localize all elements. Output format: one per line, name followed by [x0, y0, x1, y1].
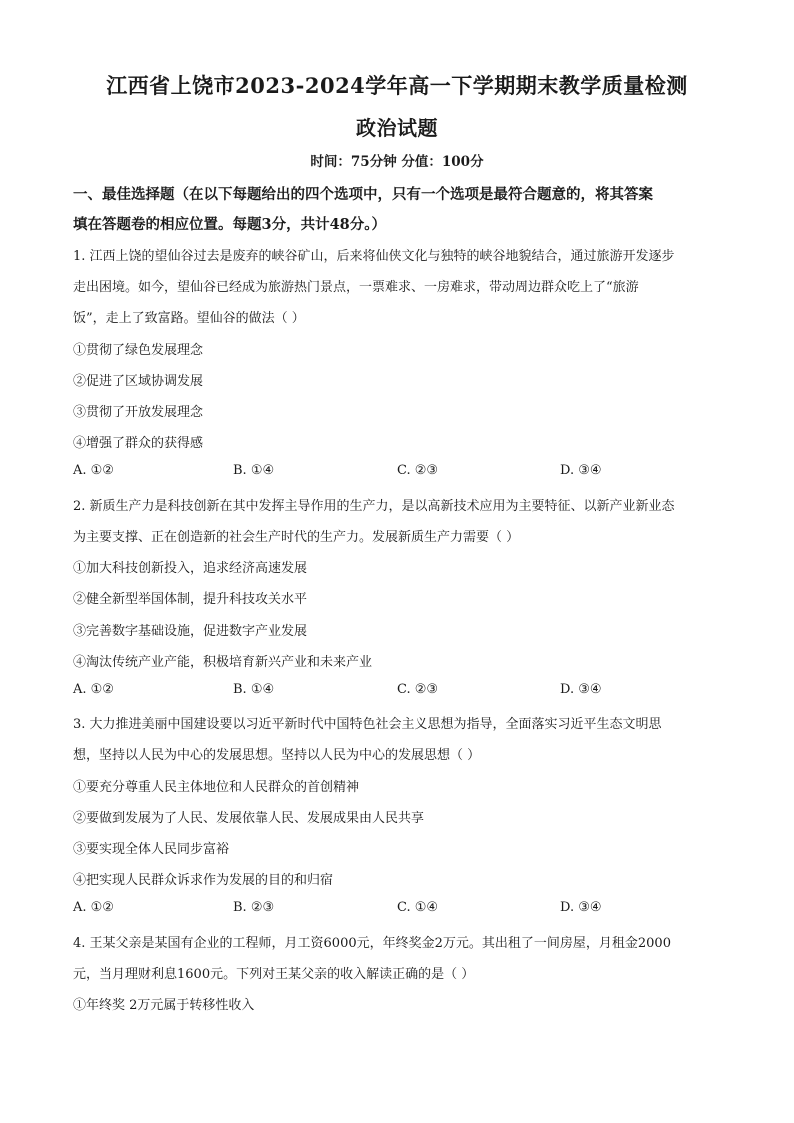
q3-option-d: D. ③④ [560, 900, 602, 915]
q1-item: ②促进了区域协调发展 [73, 374, 204, 389]
q2-item: ③完善数字基础设施，促进数字产业发展 [73, 624, 308, 639]
q3-item: ②要做到发展为了人民、发展依靠人民、发展成果由人民共享 [73, 811, 425, 826]
q1-option-d: D. ③④ [560, 463, 602, 478]
q3-stem-line: 想，坚持以人民为中心的发展思想。坚持以人民为中心的发展思想（ ） [73, 748, 481, 763]
q3-item: ④把实现人民群众诉求作为发展的目的和归宿 [73, 873, 334, 888]
q2-option-c: C. ②③ [397, 682, 439, 697]
q1-option-a: A. ①② [73, 463, 114, 478]
q3-option-b: B. ②③ [233, 900, 275, 915]
section-heading-line-1: 一、最佳选择题（在以下每题给出的四个选项中，只有一个选项是最符合题意的，将其答案 [73, 186, 653, 203]
section-heading-line-2: 填在答题卷的相应位置。每题3分，共计48分。） [73, 216, 387, 233]
q2-item: ②健全新型举国体制，提升科技攻关水平 [73, 592, 308, 607]
q1-item: ①贯彻了绿色发展理念 [73, 343, 204, 358]
q4-item: ①年终奖 2万元属于转移性收入 [73, 998, 255, 1013]
q1-item: ④增强了群众的获得感 [73, 436, 204, 451]
q3-option-c: C. ①④ [397, 900, 439, 915]
q2-option-a: A. ①② [73, 682, 114, 697]
q3-item: ③要实现全体人民同步富裕 [73, 842, 230, 857]
exam-meta: 时间：75分钟 分值：100分 [310, 154, 484, 170]
q1-option-b: B. ①④ [233, 463, 275, 478]
q4-stem-line: 元，当月理财利息1600元。下列对王某父亲的收入解读正确的是（ ） [73, 967, 475, 982]
q2-item: ④淘汰传统产业产能，积极培育新兴产业和未来产业 [73, 655, 373, 670]
q1-item: ③贯彻了开放发展理念 [73, 405, 204, 420]
q1-option-c: C. ②③ [397, 463, 439, 478]
q2-stem-line: 为主要支撑、正在创造新的社会生产时代的生产力。发展新质生产力需要（ ） [73, 530, 520, 545]
q2-option-d: D. ③④ [560, 682, 602, 697]
exam-subtitle: 政治试题 [356, 116, 438, 140]
q2-stem-line: 2. 新质生产力是科技创新在其中发挥主导作用的生产力，是以高新技术应用为主要特征、以新产业新业态 [73, 499, 675, 514]
q3-option-a: A. ①② [73, 900, 114, 915]
q3-stem-line: 3. 大力推进美丽中国建设要以习近平新时代中国特色社会主义思想为指导，全面落实习近平生态文明思 [73, 717, 662, 732]
q1-stem-line: 饭”，走上了致富路。望仙谷的做法（ ） [73, 311, 305, 326]
q3-item: ①要充分尊重人民主体地位和人民群众的首创精神 [73, 780, 360, 795]
q2-item: ①加大科技创新投入，追求经济高速发展 [73, 561, 308, 576]
exam-title: 江西省上饶市2023-2024学年高一下学期期末教学质量检测 [106, 73, 688, 98]
q4-stem-line: 4. 王某父亲是某国有企业的工程师，月工资6000元，年终奖金2万元。其出租了一间房屋，月租金2000 [73, 936, 671, 951]
q2-option-b: B. ①④ [233, 682, 275, 697]
q1-stem-line: 1. 江西上饶的望仙谷过去是废弃的峡谷矿山，后来将仙侠文化与独特的峡谷地貌结合，通过旅游开发逐步 [73, 249, 675, 264]
q1-stem-line: 走出困境。如今，望仙谷已经成为旅游热门景点，一票难求、一房难求，带动周边群众吃上了“旅游 [73, 280, 639, 295]
